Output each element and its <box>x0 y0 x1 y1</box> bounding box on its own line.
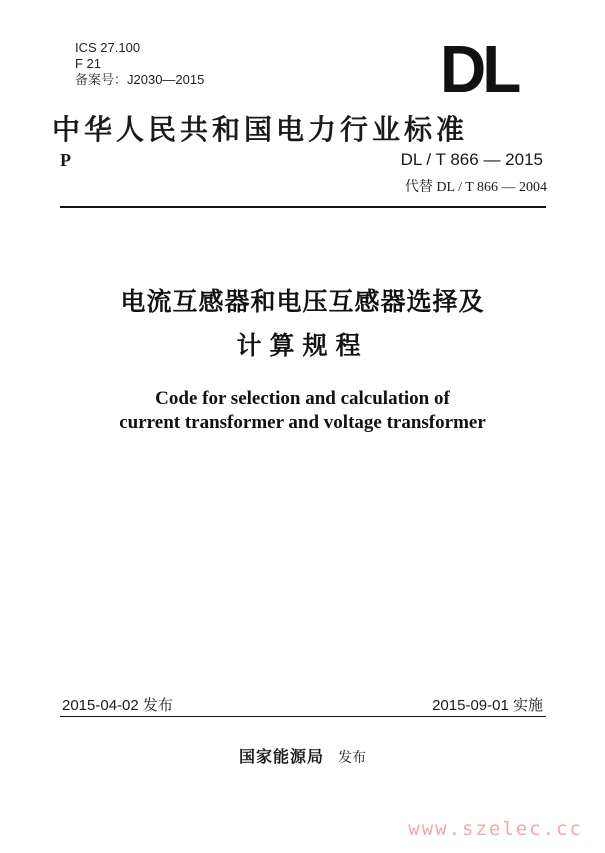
dl-logo: DL <box>440 31 518 107</box>
category-letter: P <box>60 150 71 170</box>
chinese-title-line2: 计算规程 <box>236 331 369 360</box>
watermark: www.szelec.cc <box>408 818 583 840</box>
standard-number: DL / T 866 — 2015 <box>400 150 543 169</box>
header-divider <box>60 206 546 208</box>
publisher-name: 国家能源局 <box>238 747 324 766</box>
english-title-line1: Code for selection and calculation of <box>155 388 450 409</box>
implementation-date: 2015-09-01 实施 <box>432 697 543 714</box>
chinese-title-line1: 电流互感器和电压互感器选择及 <box>120 287 485 316</box>
issue-date: 2015-04-02 发布 <box>62 697 173 714</box>
filing-number: 备案号：J2030—2015 <box>75 72 205 87</box>
footer-divider <box>60 716 546 717</box>
publisher-verb: 发布 <box>338 750 366 766</box>
classification-code: F 21 <box>75 56 102 71</box>
organization-title: 中华人民共和国电力行业标准 <box>52 113 469 146</box>
replaces-standard: 代替 DL / T 866 — 2004 <box>404 180 547 195</box>
english-title-line2: current transformer and voltage transformer <box>119 412 486 433</box>
ics-code: ICS 27.100 <box>75 40 141 55</box>
publisher-line <box>0 744 605 767</box>
